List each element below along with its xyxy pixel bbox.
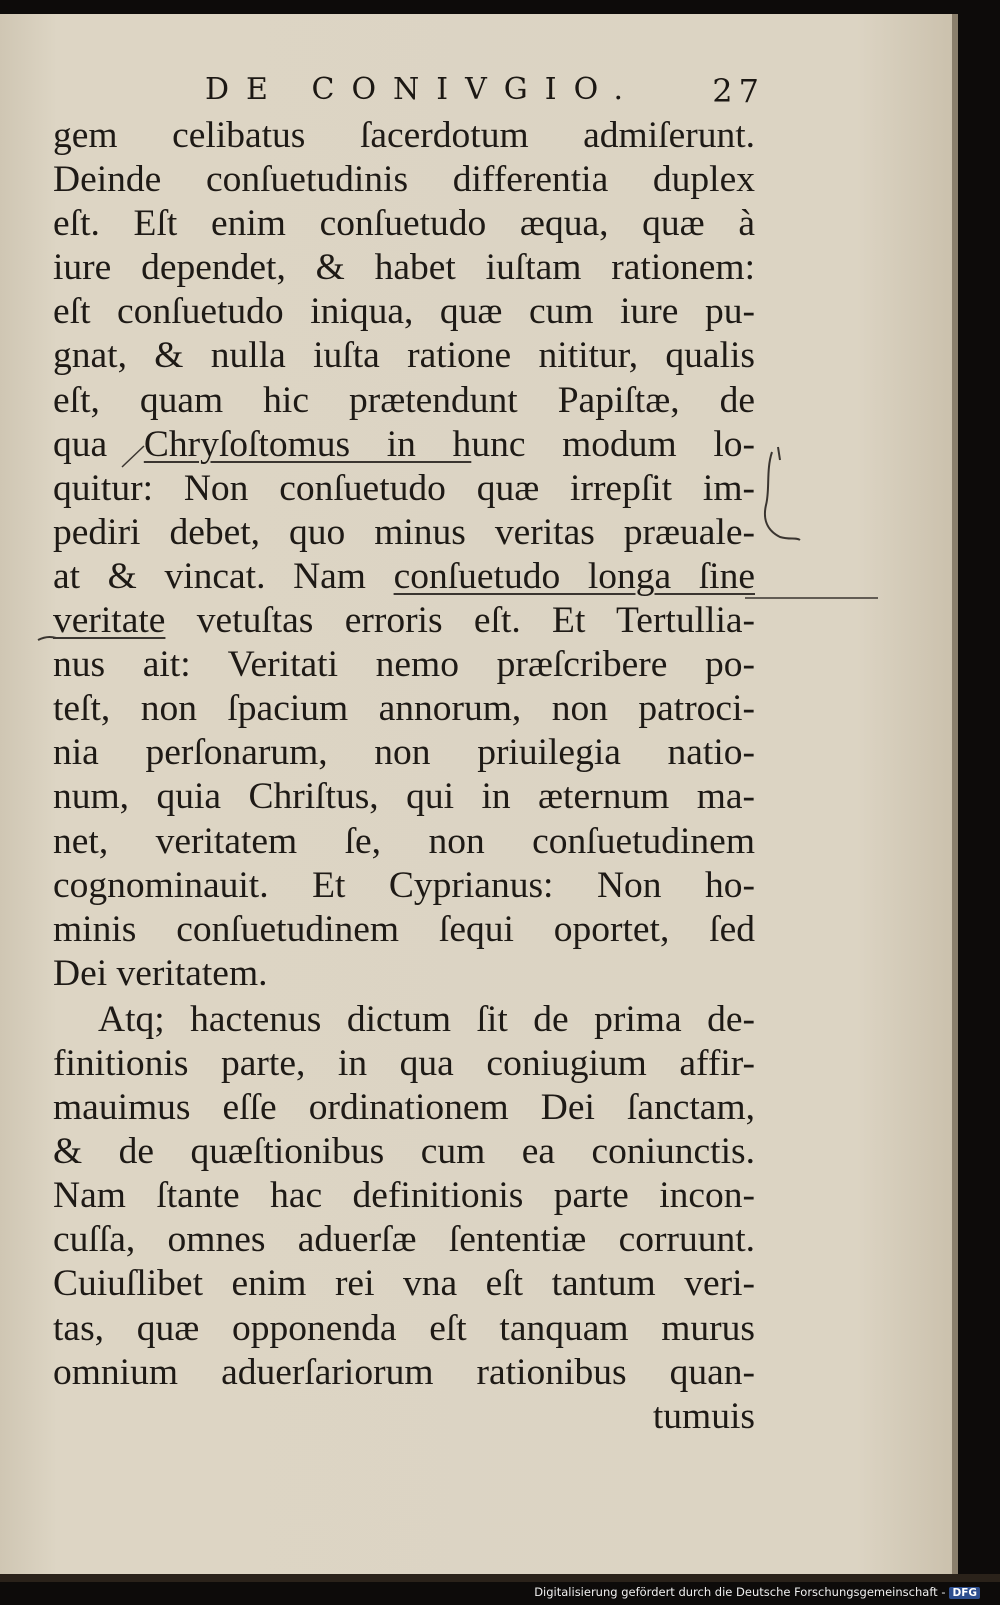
underlined-passage: conſuetudo longa ſine (393, 555, 755, 597)
text-line-28: tas, quæ opponenda eſt tanquam murus (53, 1307, 755, 1349)
text-line-29: omnium aduerſariorum rationibus quan- (53, 1351, 755, 1393)
text-fragment: at & vincat. Nam (53, 555, 394, 597)
text-line-5: eſt conſuetudo iniqua, quæ cum iure pu- (53, 291, 755, 333)
dfg-logo: DFG (949, 1587, 980, 1599)
text-line-15: nia perſonarum, non priuilegia natio- (53, 732, 755, 774)
body-text (53, 114, 755, 1439)
text-line-12 (53, 599, 755, 643)
text-line-16: num, quia Chriſtus, qui in æternum ma- (53, 776, 755, 818)
running-head (205, 72, 765, 110)
text-line-8 (53, 423, 755, 467)
text-line-24: & de quæſtionibus cum ea coniunctis. (53, 1131, 755, 1173)
text-line-6: gnat, & nulla iuſta ratione nititur, qualis (53, 335, 755, 377)
text-line-19: minis conſuetudinem ſequi oportet, ſed (53, 908, 755, 950)
page-number: 27 (712, 72, 765, 110)
text-line-10: pediri debet, quo minus veritas præuale- (53, 511, 755, 553)
text-line-1: gem celibatus ſacerdotum admiſerunt. (53, 115, 755, 156)
text-line-22: finitionis parte, in qua coniugium affir- (53, 1042, 755, 1084)
underlined-passage: Chryſoſtomus in h (143, 423, 472, 465)
text-line-3: eſt. Eſt enim conſuetudo æqua, quæ à (53, 203, 755, 245)
text-line-21: Atq; hactenus dictum ſit de prima de- (98, 998, 755, 1040)
page-bottom-shadow (0, 1574, 1000, 1582)
text-line-25: Nam ſtante hac definitionis parte incon- (53, 1175, 755, 1217)
running-head-title: DE CONIVGIO. (205, 72, 640, 107)
text-line-14: teſt, non ſpacium annorum, non patroci- (53, 688, 755, 730)
catchword: tumuis (652, 1395, 755, 1437)
text-fragment: vetuſtas erroris eſt. Et Tertullia- (165, 600, 755, 642)
text-line-13: nus ait: Veritati nemo præſcribere po- (53, 644, 755, 686)
text-line-27: Cuiuſlibet enim rei vna eſt tantum veri- (53, 1263, 755, 1305)
text-fragment: unc modum lo- (471, 423, 756, 465)
text-line-18: cognominauit. Et Cyprianus: Non ho- (53, 864, 755, 906)
text-line-2: Deinde conſuetudinis differentia duplex (53, 159, 755, 201)
text-line-20: Dei veritatem. (53, 952, 268, 994)
digitization-credit (534, 1585, 980, 1599)
text-line-9: quitur: Non conſuetudo quæ irrepſit im- (53, 467, 755, 509)
text-line-11 (53, 555, 755, 599)
page-edge (952, 14, 958, 1574)
text-line-17: net, veritatem ſe, non conſuetudinem (53, 820, 755, 862)
text-line-23: mauimus eſſe ordinationem Dei ſanctam, (53, 1087, 755, 1129)
underlined-passage: veritate (53, 600, 166, 642)
text-line-26: cuſſa, omnes aduerſæ ſententiæ corruunt. (53, 1219, 755, 1261)
text-line-7: eſt, quam hic prætendunt Papiſtæ, de (53, 379, 755, 421)
credit-text: Digitalisierung gefördert durch die Deutsche Forschungsgemeinschaft - (534, 1585, 946, 1599)
text-line-4: iure dependet, & habet iuſtam rationem: (53, 247, 755, 289)
text-fragment: qua (53, 423, 144, 465)
